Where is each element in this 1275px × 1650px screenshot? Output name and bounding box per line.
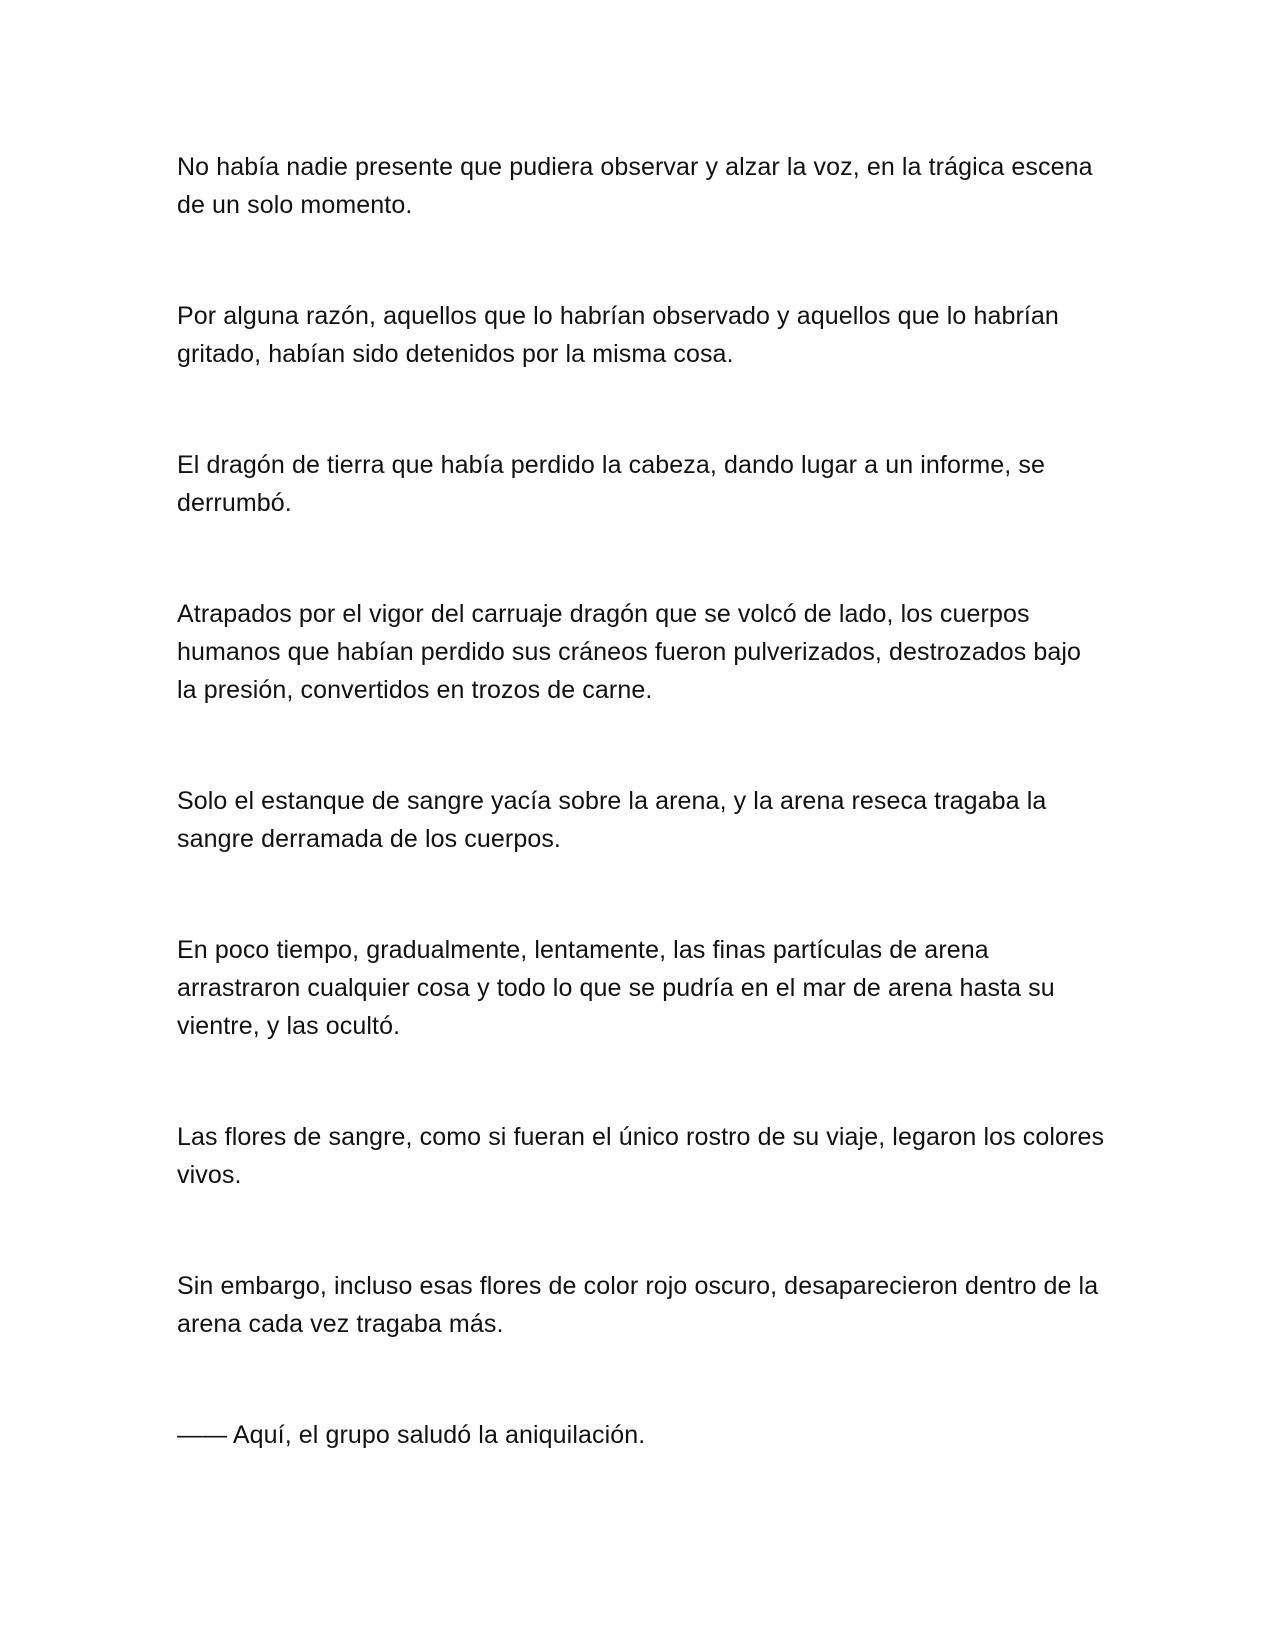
paragraph-6: En poco tiempo, gradualmente, lentamente, las finas partículas de arena arrastraron cualquier cosa y todo lo que se pudría en el mar de arena hasta su vientre, y las ocultó. <box>177 936 1055 1040</box>
document-body <box>177 148 1107 1454</box>
paragraph-7: Las flores de sangre, como si fueran el único rostro de su viaje, legaron los colores vivos. <box>177 1123 1105 1189</box>
paragraph-4: Atrapados por el vigor del carruaje dragón que se volcó de lado, los cuerpos humanos que habían perdido sus cráneos fueron pulverizados, destrozados bajo la presión, convertidos en trozos de carne. <box>177 600 1082 704</box>
paragraph-9: —— Aquí, el grupo saludó la aniquilación. <box>177 1421 646 1449</box>
paragraph-1: No había nadie presente que pudiera observar y alzar la voz, en la trágica escena de un solo momento. <box>177 153 1093 219</box>
paragraph-8: Sin embargo, incluso esas flores de color rojo oscuro, desaparecieron dentro de la arena cada vez tragaba más. <box>177 1272 1099 1338</box>
paragraph-3: El dragón de tierra que había perdido la cabeza, dando lugar a un informe, se derrumbó. <box>177 451 1046 517</box>
paragraph-5: Solo el estanque de sangre yacía sobre la arena, y la arena reseca tragaba la sangre derramada de los cuerpos. <box>177 787 1047 853</box>
paragraph-2: Por alguna razón, aquellos que lo habrían observado y aquellos que lo habrían gritado, habían sido detenidos por la misma cosa. <box>177 302 1059 368</box>
